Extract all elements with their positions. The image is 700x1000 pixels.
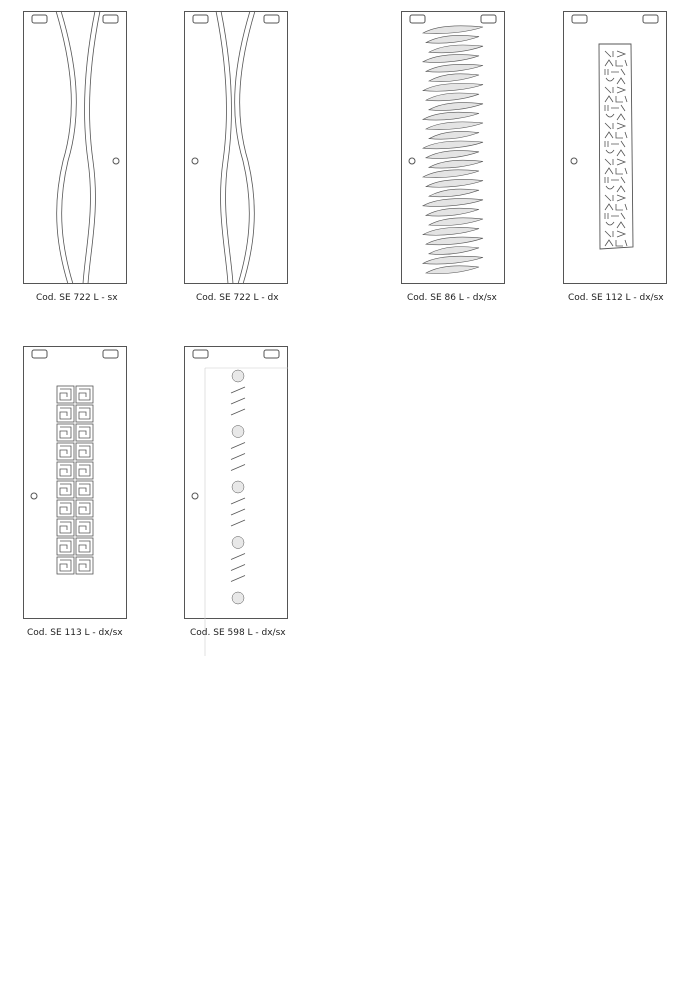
- door-drawing-se-86: [401, 11, 505, 284]
- door-se-113: [23, 346, 127, 619]
- caption-se-86: Cod. SE 86 L - dx/sx: [407, 293, 497, 303]
- handle-icon: [192, 493, 198, 499]
- handle-icon: [31, 493, 37, 499]
- caption-se-598: Cod. SE 598 L - dx/sx: [190, 628, 286, 638]
- door-se-598: [184, 346, 288, 619]
- caption-se-112: Cod. SE 112 L - dx/sx: [568, 293, 664, 303]
- handle-icon: [113, 158, 119, 164]
- caption-se-722-dx: Cod. SE 722 L - dx: [196, 293, 279, 303]
- door-drawing-se-112: [563, 11, 667, 284]
- door-se-112: [563, 11, 667, 284]
- caption-se-113: Cod. SE 113 L - dx/sx: [27, 628, 123, 638]
- door-se-722-sx: [23, 11, 127, 284]
- handle-icon: [192, 158, 198, 164]
- door-drawing-se-113: [23, 346, 127, 619]
- door-se-722-dx: [184, 11, 288, 284]
- door-drawing-se-722-sx: [23, 11, 127, 284]
- caption-se-722-sx: Cod. SE 722 L - sx: [36, 293, 118, 303]
- door-se-86: [401, 11, 505, 284]
- door-drawing-se-598: [184, 346, 288, 619]
- handle-icon: [571, 158, 577, 164]
- handle-icon: [409, 158, 415, 164]
- door-drawing-se-722-dx: [184, 11, 288, 284]
